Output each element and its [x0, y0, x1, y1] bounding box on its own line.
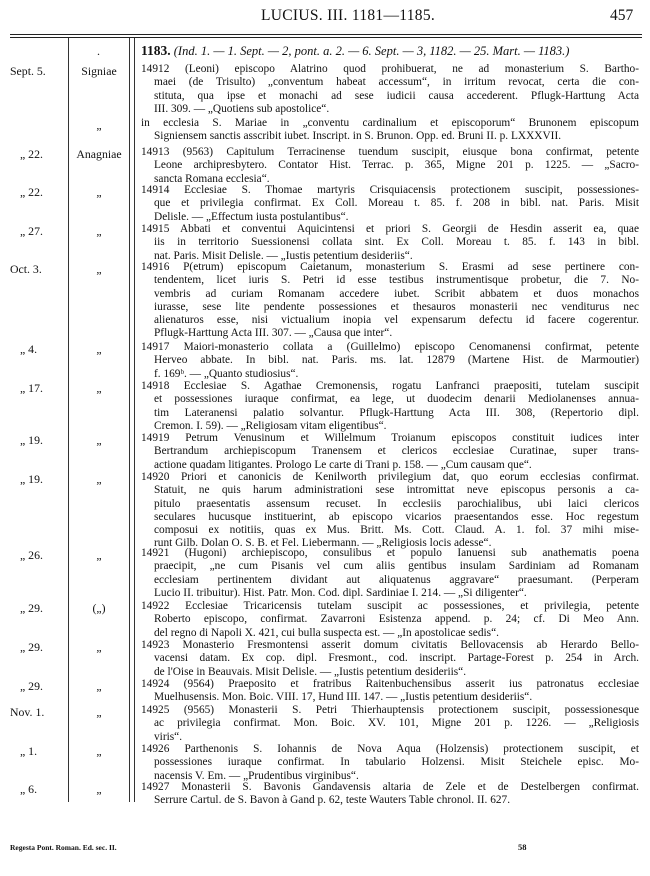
- entry-line: iis in territorio Suessionensi collata sint. Ex Coll. Moreau t. 85. f. 143 in bibl.: [154, 236, 639, 249]
- running-header-title: LUCIUS. III. 1181—1185.: [261, 7, 436, 24]
- entry-line: f. 169ᵇ. — „Quanto studiosius“.: [154, 367, 299, 380]
- entry-line: 14925 (9565) Monasterii S. Petri Thierhauptensis protectionem suscipit, possessionesque: [141, 704, 639, 716]
- entry-line: vacensi datam. Ex cop. dipl. Fresmont., cod. inscript. Partage-Forest p. 254 in Arch.: [154, 652, 639, 665]
- place-column-mark: .: [97, 44, 100, 58]
- entry-place: „: [96, 705, 102, 719]
- entry-line: 14916 P(etrum) episcopum Caietanum, monasterium S. Erasmi ad sese pertinere con-: [141, 261, 639, 273]
- entry-line: in ecclesia S. Mariae in „conventu cardinalium et episcoporum“ Brunonem episcopum: [141, 117, 639, 129]
- entry-place: Signiae: [81, 64, 117, 78]
- entry-place: „: [96, 433, 102, 447]
- entry-line: seculares hucusque instituerint, ab episcopo vicarios praesentandos esse. Hoc regestum: [154, 510, 639, 523]
- regesta-entry: [141, 639, 639, 679]
- entry-line: 14917 Maiori-monasterio collata a (Guillelmo) episcopo Cenomanensi confirmat, petente: [141, 341, 639, 353]
- entry-line: maei (de Trisulto) „conventum habeat accessum“, in irritum revocat, certa die con-: [154, 76, 639, 89]
- column-divider-place: [129, 38, 130, 802]
- entry-line: que et privilegia confirmat. Ex Coll. Moreau t. 85. f. 208 in bibl. nat. Paris. Misit: [154, 197, 639, 210]
- regesta-entry: [141, 704, 639, 744]
- entry-place: „: [96, 744, 102, 758]
- entry-line: 14923 Monasterio Fresmontensi asserit domum civitatis Bellovacensis ab Herardo Bello-: [141, 639, 639, 651]
- entry-date: „ 22.: [20, 185, 43, 199]
- footer-signature-left: Regesta Pont. Roman. Ed. sec. II.: [10, 843, 117, 852]
- entry-date: „ 29.: [20, 640, 43, 654]
- regesta-entry: [141, 471, 639, 551]
- year-heading: [141, 43, 569, 59]
- entry-line: 14914 Ecclesiae S. Thomae martyris Crisquiacensis protectionem suscipit, possessiones-: [141, 184, 639, 196]
- entry-line: ac privilegia confirmat. Mon. Boic. XV. 101, Migne 201 p. 1226. — „Religiosis: [154, 717, 639, 730]
- entry-line: Muelhusensis. Mon. Boic. VIII. 17, Hund III. 147. — „Iustis petentium desideriis“.: [154, 691, 533, 704]
- entry-line: Signiensem sanctis asscribit iubet. Inscript. in S. Brunon. Opp. ed. Bruni II. p. LXXXVII.: [154, 130, 562, 143]
- entry-line: Delisle. — „Effectum iusta postulantibus“.: [154, 210, 349, 223]
- entry-date: „ 17.: [20, 381, 43, 395]
- entry-line: actione quadam litigantes. Prologo Le carte di Trani p. 158. — „Cum causam que“.: [154, 458, 532, 471]
- entry-date: „ 6.: [20, 782, 38, 796]
- entry-line: Lucio II. tribuitur). Hist. Patr. Mon. Cod. dipl. Sardiniae I. 214. — „Si diligenter“.: [154, 586, 527, 599]
- entry-line: viris“.: [154, 730, 183, 743]
- entry-line: alienaturos esse, nisi victualium inopia vel expensarum defectu id facere cogerentur.: [154, 314, 639, 327]
- entry-place: „: [96, 342, 102, 356]
- entry-date: „ 27.: [20, 224, 43, 238]
- entry-line: 14920 Priori et canonicis de Kenilworth privilegium dat, quo eorum ecclesias confirmat.: [141, 471, 639, 483]
- entry-line: III. 309. — „Quotiens sub apostolice“.: [154, 102, 330, 115]
- entry-line: 14924 (9564) Praeposito et fratribus Raitenbuchensibus asserit ius patronatus ecclesiae: [141, 678, 639, 690]
- entry-line: del regno di Napoli X. 421, cui bulla suspecta est. — „In apostolicae sedis“.: [154, 626, 499, 639]
- entry-place: „: [96, 118, 102, 132]
- regesta-entry: [141, 223, 639, 263]
- entry-line: sancta Romana ecclesia“.: [154, 172, 270, 185]
- header-rule-bottom: [10, 37, 642, 38]
- entry-date: „ 29.: [20, 679, 43, 693]
- entry-line: 14919 Petrum Venusinum et Willelmum Troianum episcopos constituit iudices inter: [141, 432, 639, 444]
- page-number: 457: [610, 7, 634, 24]
- regesta-entry: [141, 63, 639, 116]
- entry-line: de l'Oise in Beauvais. Misit Delisle. — „Iustis petentium desideriis“.: [154, 665, 467, 678]
- entry-line: 14926 Parthenonis S. Iohannis de Nova Aqua (Holzensis) protectionem suscipit, et: [141, 743, 639, 755]
- entry-line: Statuit, ne quis harum administrationi sese intromittat neve episcopus personis a ca-: [154, 484, 639, 497]
- regesta-entry: [141, 600, 639, 640]
- regesta-entry: [141, 380, 639, 433]
- entry-date: „ 4.: [20, 342, 38, 356]
- regesta-entry: [141, 547, 639, 600]
- entry-place: „: [96, 782, 102, 796]
- entry-line: Cremon. I. 59). — „Religiosam vitam eligentibus“.: [154, 419, 387, 432]
- regesta-entry: [141, 184, 639, 224]
- year-number: 1183.: [141, 43, 171, 58]
- entry-line: Roberto episcopo, confirmat. Zavarroni Esistenza append. p. 24; cf. Di Meo Ann.: [154, 613, 639, 626]
- regesta-entry: [141, 146, 639, 186]
- regesta-entry: [141, 261, 639, 341]
- header-rule-top: [10, 34, 642, 35]
- entry-place: „: [96, 640, 102, 654]
- entry-place: „: [96, 548, 102, 562]
- entry-line: Serrure Cartul. de S. Bavon à Gand p. 62, teste Wauters Table chronol. II. 627.: [154, 794, 511, 807]
- regesta-entry: [141, 341, 639, 381]
- entry-place: „: [96, 185, 102, 199]
- entry-date: Sept. 5.: [10, 64, 46, 78]
- entry-place: Anagniae: [76, 147, 122, 161]
- entry-date: „ 19.: [20, 472, 43, 486]
- footer-signature-right: 58: [518, 842, 527, 852]
- entry-line: 14927 Monasterii S. Bavonis Gandavensis altaria de Zele et de Destelbergen confirmat.: [141, 781, 639, 793]
- entry-line: Leone archipresbytero. Contator Hist. Terrac. p. 365, Migne 201 p. 1225. — „Sacro-: [154, 159, 639, 172]
- entry-place: „: [96, 679, 102, 693]
- entry-line: nat. Paris. Misit Delisle. — „Iustis petentium desideriis“.: [154, 249, 413, 262]
- entry-line: stituta, qua ipse et monachi ad sese iudicii causa accederent. Pflugk-Harttung Acta: [154, 89, 639, 102]
- regesta-entry: [141, 432, 639, 472]
- entry-place: „: [96, 262, 102, 276]
- entry-date: „ 22.: [20, 147, 43, 161]
- entry-line: 14921 (Hugoni) archiepiscopo, consulibus et populo Ianuensi sub anathematis poena: [141, 547, 639, 559]
- regesta-entry: [141, 678, 639, 705]
- entry-line: iurasse, sese lite pendente possessiones et thesauros monasterii nec venditurus nec: [154, 300, 639, 313]
- entry-place: „: [96, 472, 102, 486]
- entry-line: runt Gilb. Dolan O. S. B. et Fel. Liebermann. — „Religiosis locis adesse“.: [154, 537, 492, 550]
- entry-date: Oct. 3.: [10, 262, 42, 276]
- entry-line: 14922 Ecclesiae Tricaricensis tutelam suscipit ac possessiones, et privilegia, petente: [141, 600, 639, 612]
- entry-date: „ 26.: [20, 548, 43, 562]
- year-indiction-note: (Ind. 1. — 1. Sept. — 2, pont. a. 2. — 6. Sept. — 3, 1182. — 25. Mart. — 1183.): [173, 44, 570, 58]
- entry-place: „: [96, 224, 102, 238]
- entry-date: „ 29.: [20, 601, 43, 615]
- entry-date: Nov. 1.: [10, 705, 45, 719]
- entry-line: composui ex notitiis, quas ex Mus. Britt. Ms. Cott. Claud. A. 1. fol. 37 mihi mise-: [154, 524, 639, 537]
- entry-line: praecipit, „ne cum Pisanis vel cum aliis gentibus insulam Sardiniam ad Romanam: [154, 560, 639, 573]
- entry-line: Herveo abbate. In bibl. nat. Paris. ms. lat. 12879 (Martene Hist. de Marmoutier): [154, 354, 639, 367]
- entry-line: possessiones iuraque confirmat. In tabulario Holzensi. Misit Steichele episc. Mo-: [154, 756, 639, 769]
- entry-line: nacensis V. Em. — „Prudentibus virginibus“.: [154, 769, 359, 782]
- entry-date: „ 1.: [20, 744, 38, 758]
- entry-line: tim Lateranensi palatio solvantur. Pflugk-Harttung Acta III. 308, (Repertorio dipl.: [154, 406, 639, 419]
- entry-place: („): [92, 601, 106, 615]
- entry-line: 14918 Ecclesiae S. Agathae Cremonensis, rogatu Lanfranci praepositi, tutelam suscipit: [141, 380, 639, 392]
- entry-date: „ 19.: [20, 433, 43, 447]
- entry-line: 14915 Abbati et conventui Aquicintensi et priori S. Georgii de Hesdin asserit ea, quae: [141, 223, 639, 235]
- column-divider-date: [68, 38, 69, 802]
- entry-line: tendentem, licet iuris S. Petri id esse testibus instrumentisque probetur, die 7. No-: [154, 274, 639, 287]
- entry-line: pitulo praesentatis assensum recuset. In ecclesiis parochialibus, ubi laici clericos: [154, 497, 639, 510]
- regesta-entry: [141, 117, 639, 144]
- entry-line: ecclesiam pertinentem dividant aut aliquatenus aggravare“ praesumant. (Perperam: [154, 573, 639, 586]
- entry-place: „: [96, 381, 102, 395]
- entry-line: vembris ad curiam Romanam accedere iubet. Scribit abbatem et duos monachos: [154, 287, 639, 300]
- column-divider-place-inner: [134, 38, 135, 802]
- entry-line: 14912 (Leoni) episcopo Alatrino quod prohibuerat, ne ad monasterium S. Bartho-: [141, 63, 639, 75]
- regesta-entry: [141, 781, 639, 808]
- entry-line: et possessiones iuraque confirmat, ea lege, ut duodecim denarii Mediolanenses annua-: [154, 393, 639, 406]
- regesta-entry: [141, 743, 639, 783]
- entry-line: 14913 (9563) Capitulum Terracinense tuendum suscipit, eiusque bona confirmat, petente: [141, 146, 639, 158]
- entry-line: Pflugk-Harttung Acta III. 307. — „Causa que inter“.: [154, 327, 393, 340]
- entry-line: Bertrandum archiepiscopum Tranensem et clericos ecclesiae Curatinae, super trans-: [154, 445, 639, 458]
